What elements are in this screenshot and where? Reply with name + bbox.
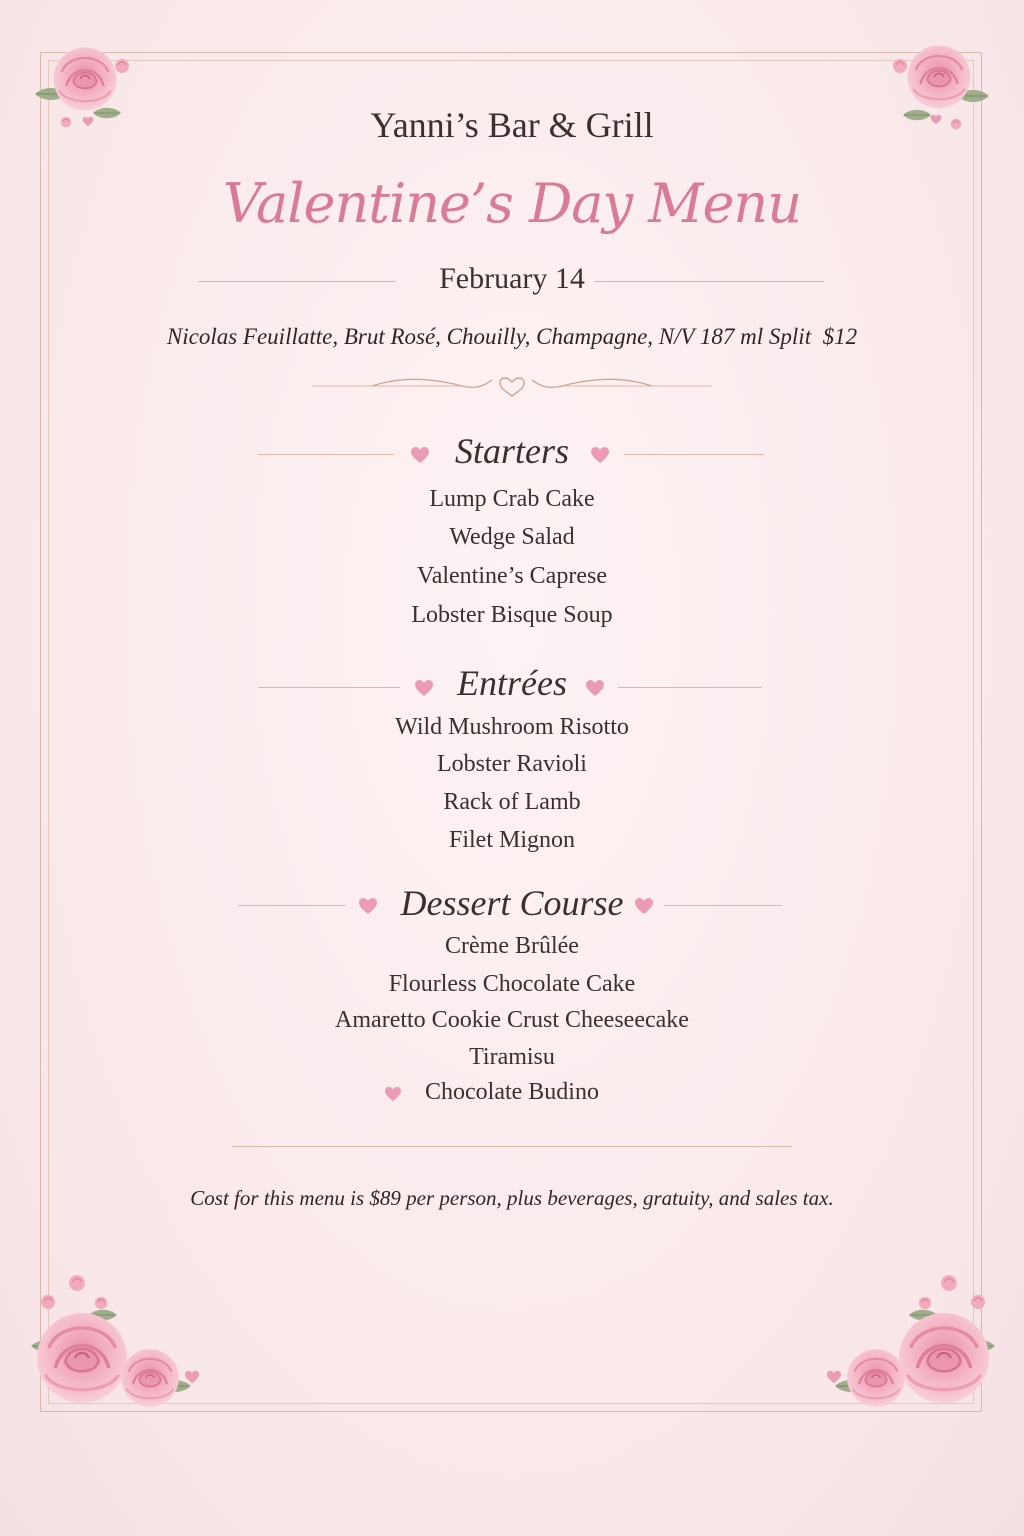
menu-item: Chocolate Budino [425,1079,599,1105]
entrees-rule-right [618,687,762,688]
menu-item: Lobster Ravioli [437,751,587,777]
cost-note: Cost for this menu is $89 per person, plus beverages, gratuity, and sales tax. [190,1186,834,1210]
champagne-price: $12 [822,324,858,349]
footer-divider [232,1146,792,1147]
menu-item: Rack of Lamb [443,789,581,815]
menu-date: February 14 [439,262,585,295]
starters-rule-right [624,454,764,455]
menu-item: Crème Brûlée [445,933,579,959]
heart-icon [585,679,605,697]
pink-rose-icon [28,1268,208,1428]
menu-title: Valentine’s Day Menu [223,172,801,235]
menu-item: Wedge Salad [449,524,575,550]
champagne-name: Nicolas Feuillatte, Brut Rosé, Chouilly, Champagne, N/V 187 ml Split [166,324,812,349]
menu-item: Lump Crab Cake [429,486,595,512]
champagne-line [0,324,1024,350]
date-rule-right [594,281,824,282]
menu-item: Amaretto Cookie Crust Cheeseecake [335,1007,689,1033]
heart-icon [634,897,654,915]
menu-item: Tiramisu [469,1044,555,1070]
menu-item: Filet Mignon [448,827,575,853]
restaurant-name: Yanni’s Bar & Grill [370,105,654,145]
section-title-starters: Starters [454,431,569,471]
section-title-entrees: Entrées [457,663,567,703]
heart-icon [590,446,610,464]
menu-item: Lobster Bisque Soup [411,602,613,628]
menu-item: Flourless Chocolate Cake [388,971,636,997]
section-title-dessert: Dessert Course [400,883,624,923]
dessert-rule-right [664,905,782,906]
pink-rose-icon [818,1268,998,1428]
menu-item: Valentine’s Caprese [417,563,607,589]
flourish-ornament-icon [312,372,712,402]
menu-item: Wild Mushroom Risotto [395,714,629,740]
